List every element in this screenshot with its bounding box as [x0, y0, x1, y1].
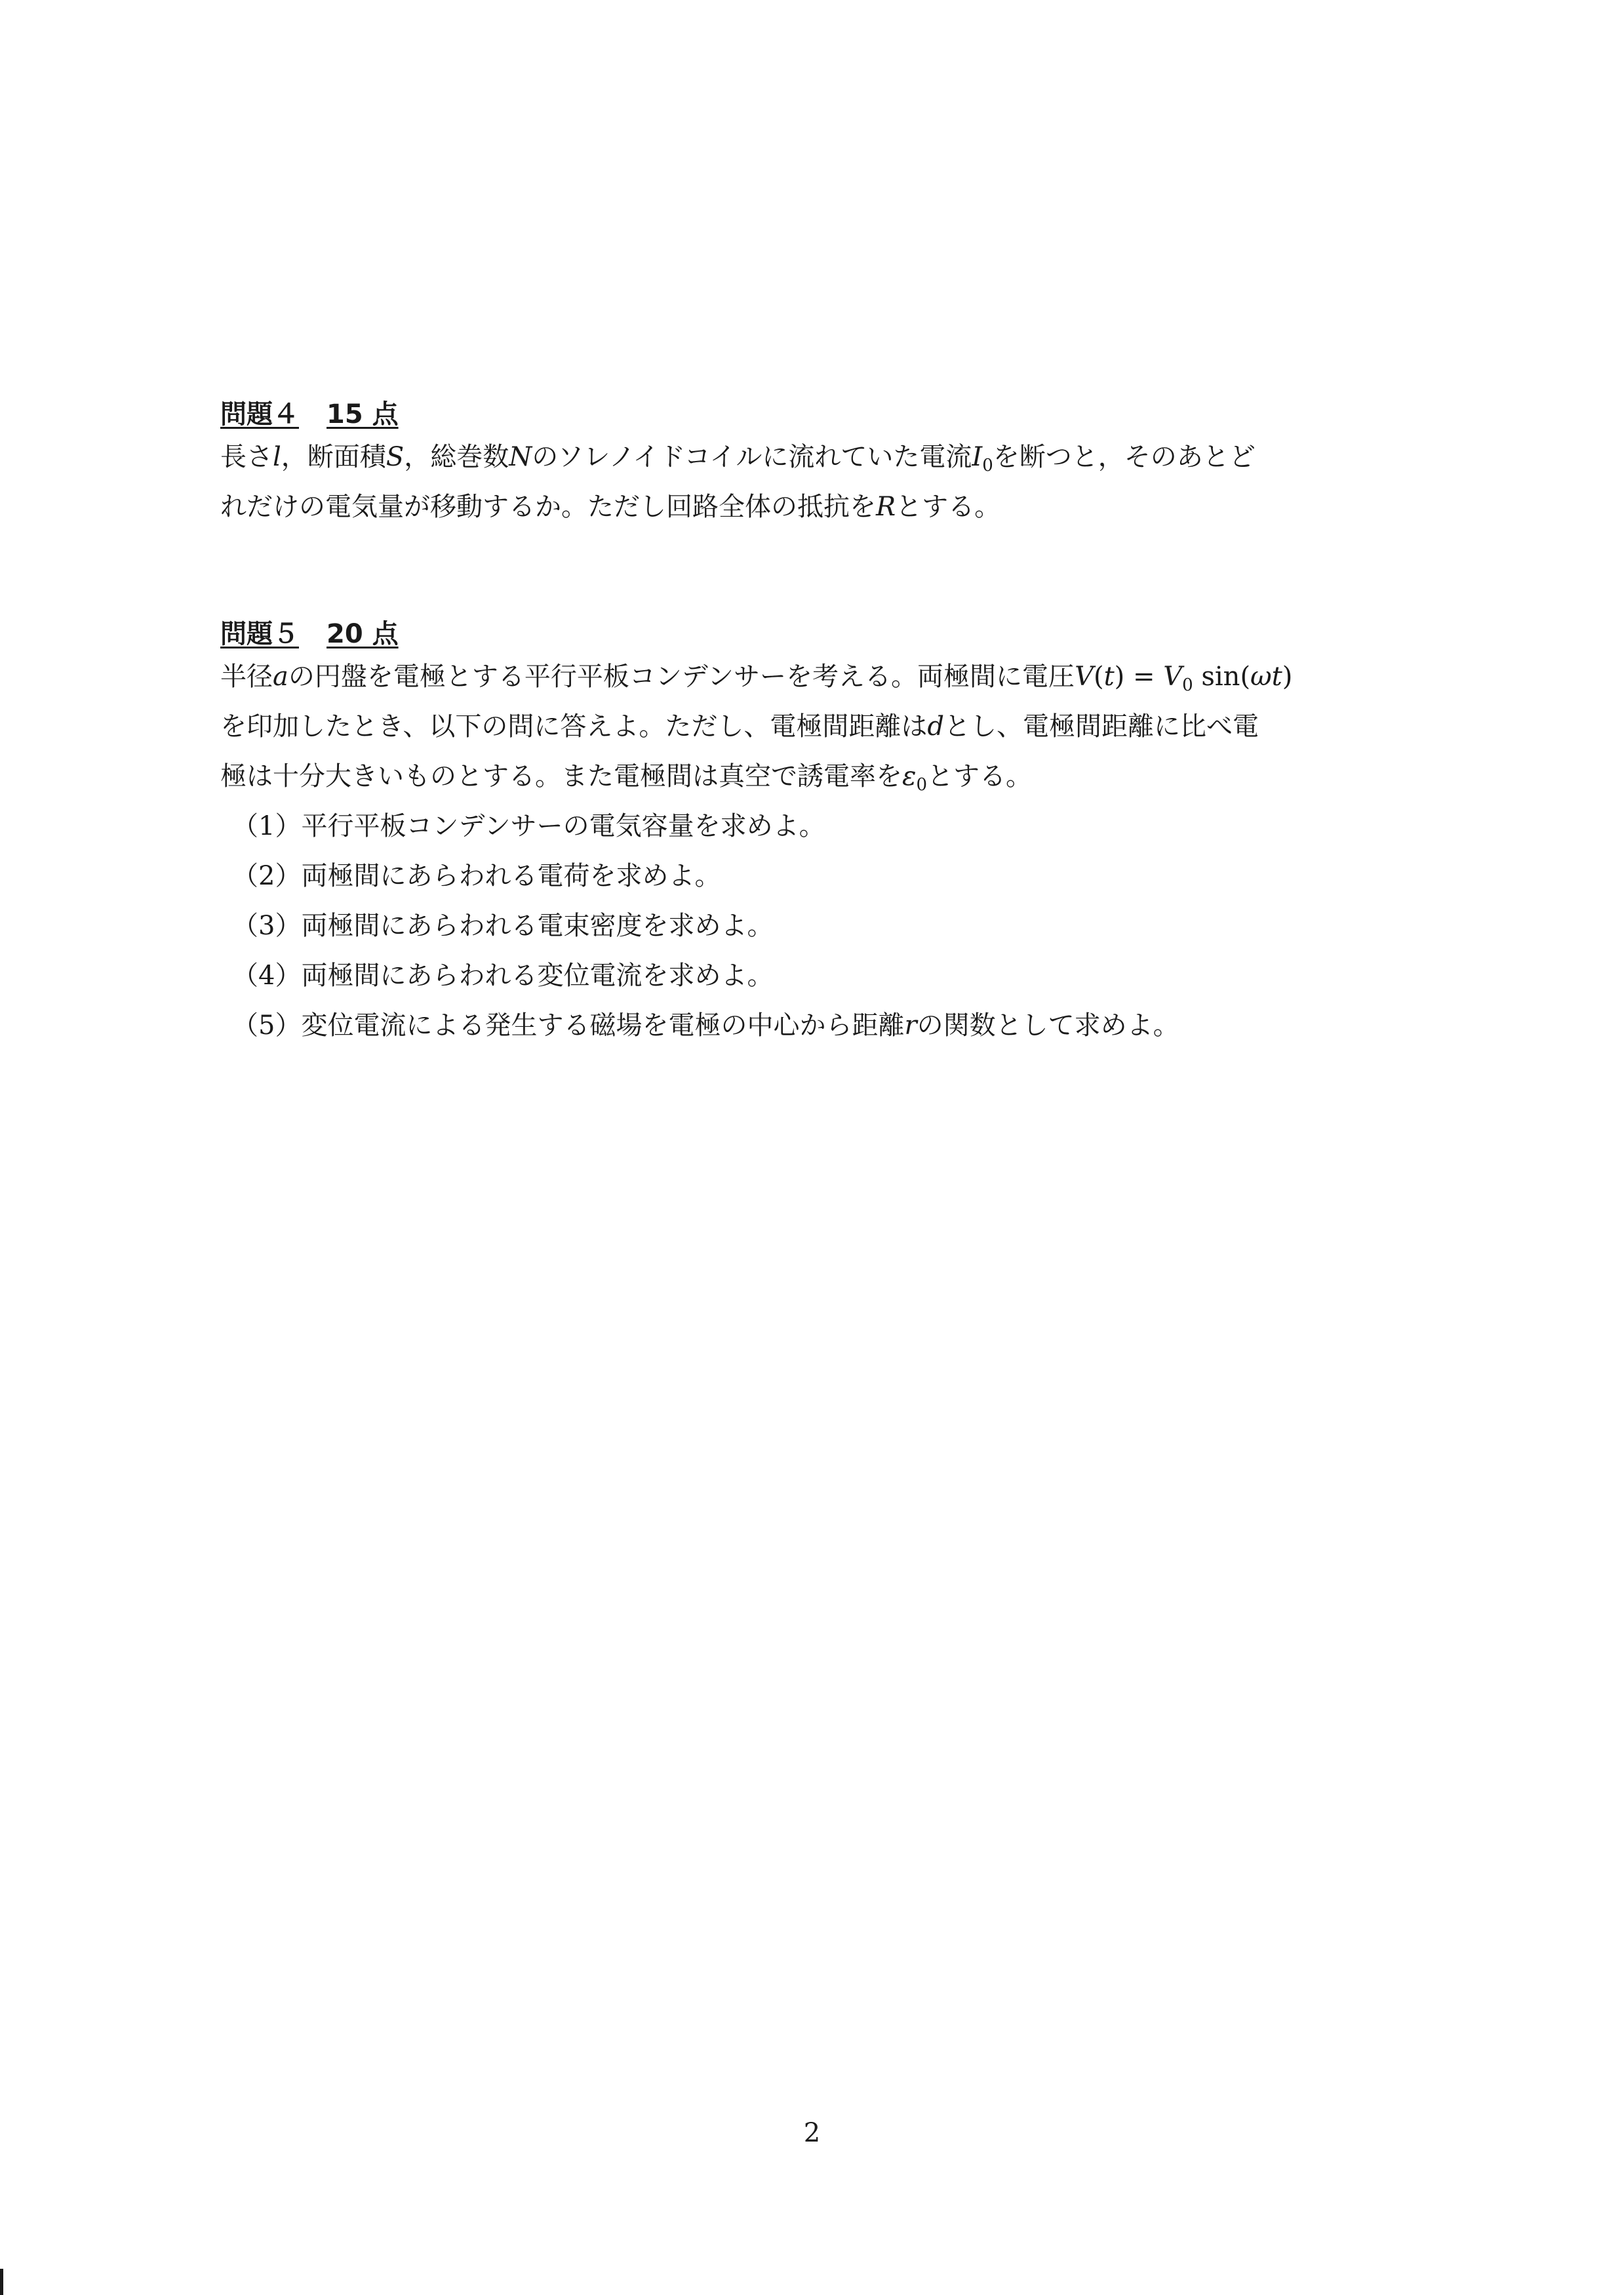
question-item-5 [220, 1001, 1466, 1050]
problem-5-heading [220, 616, 1466, 652]
problem-5-points: 20 点 [327, 619, 399, 649]
variable-V: V [1075, 662, 1094, 692]
problem-4-text-line-1 [220, 432, 1466, 482]
text-segment: 長さ [220, 442, 273, 472]
variable-t: t [1103, 662, 1115, 692]
text-segment: 半径 [220, 662, 273, 692]
problem-4-label: 問題４ [220, 399, 299, 429]
text-segment: を断つと，そのあとど [993, 442, 1256, 472]
problem-4 [220, 397, 1466, 532]
question-item-4: （4）両極間にあらわれる変位電流を求めよ。 [232, 961, 774, 991]
problem-5-label: 問題５ [220, 619, 299, 649]
variable-N: N [509, 442, 532, 472]
problem-5-text-line-3 [220, 751, 1466, 801]
variable-V: V [1163, 662, 1183, 692]
problem-5-text-line-2 [220, 702, 1466, 751]
text-segment: （5）変位電流による発生する磁場を電極の中心から距離 [232, 1010, 905, 1041]
variable-S: S [386, 442, 405, 472]
variable-I: I [972, 442, 983, 472]
problem-4-heading [220, 397, 1466, 432]
text-segment: とする。 [927, 761, 1033, 791]
text-segment: のソレノイドコイルに流れていた電流 [532, 442, 972, 472]
text-segment: ，断面積 [281, 442, 386, 472]
variable-r: r [904, 1010, 917, 1041]
problem-5 [220, 616, 1466, 1050]
problem-4-points: 15 点 [327, 399, 399, 429]
page-number: 2 [803, 2118, 821, 2148]
text-segment: の円盤を電極とする平行平板コンデンサーを考える。両極間に電圧 [288, 662, 1075, 692]
math-symbol: ) [1282, 662, 1293, 692]
variable-epsilon: ε [902, 761, 917, 791]
scan-edge-mark [0, 2269, 3, 2295]
text-segment: 極は十分大きいものとする。また電極間は真空で誘電率を [220, 761, 902, 791]
question-item-1: （1）平行平板コンデンサーの電気容量を求めよ。 [232, 811, 825, 841]
math-symbol: sin( [1193, 662, 1251, 692]
variable-l: l [273, 442, 281, 472]
math-symbol: ) = [1114, 662, 1164, 692]
subscript-zero: 0 [982, 456, 993, 475]
variable-a: a [273, 662, 288, 692]
variable-d: d [927, 711, 945, 742]
text-segment: とする。 [896, 492, 1001, 522]
variable-omega-t: ωt [1250, 662, 1282, 692]
text-segment: とし、電極間距離に比べ電 [944, 711, 1259, 742]
question-item-3: （3）両極間にあらわれる電束密度を求めよ。 [232, 911, 774, 941]
text-segment: ，総巻数 [404, 442, 509, 472]
variable-R: R [876, 492, 896, 522]
subscript-zero: 0 [916, 775, 928, 795]
subscript-zero: 0 [1182, 675, 1193, 695]
problem-5-text-line-1 [220, 652, 1466, 702]
problem-4-text-line-2 [220, 482, 1466, 532]
text-segment: を印加したとき、以下の問に答えよ。ただし、電極間距離は [220, 711, 928, 742]
text-segment: の関数として求めよ。 [917, 1010, 1179, 1041]
text-segment: れだけの電気量が移動するか。ただし回路全体の抵抗を [220, 492, 876, 522]
question-item-2: （2）両極間にあらわれる電荷を求めよ。 [232, 861, 721, 891]
math-symbol: ( [1093, 662, 1104, 692]
